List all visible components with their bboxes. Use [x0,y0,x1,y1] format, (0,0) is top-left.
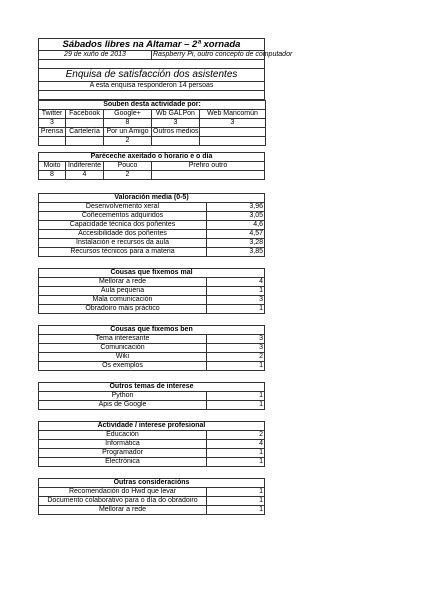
ratings-table [38,193,265,257]
bad-label: Obradoiro máis práctico [39,305,207,314]
good-label: Comunicación [39,344,207,353]
good-label: Wiki [39,353,207,362]
survey-sheet [38,38,293,515]
schedule-table [38,152,265,180]
rating-label: Instalación e recursos da aula [39,239,207,248]
source-value [200,137,266,146]
source-label: Facebook [66,110,104,119]
rating-value: 3,96 [207,203,265,212]
bad-value: 1 [207,287,265,296]
source-value [152,137,200,146]
bad-value: 1 [207,305,265,314]
source-value [39,137,66,146]
topic-label: Apis de Google [39,401,207,410]
topic-value: 1 [207,392,265,401]
profession-label: Educación [39,431,207,440]
bad-label: Aula pequena [39,287,207,296]
schedule-heading: Paréceche axeitado o horario e o día [39,153,265,162]
profession-value: 4 [206,440,264,449]
topics-heading: Outros temas de interese [39,383,265,392]
source-heading: Souben desta actividade por: [39,101,266,110]
bad-value: 4 [207,278,265,287]
good-label: Tema interesante [39,335,207,344]
source-label: Por un Amigo [104,128,152,137]
profession-value: 1 [206,458,264,467]
profession-value: 2 [206,431,264,440]
event-date: 29 de xuño de 2013 [39,51,152,60]
other-heading: Outras consideracións [39,479,265,488]
source-label: Web Mancomún [200,110,266,119]
topic-label: Python [39,392,207,401]
event-subtitle: Raspberry Pi, outro concepto de computador [153,51,293,58]
profession-label: Electrónica [39,458,207,467]
rating-value: 3,05 [207,212,265,221]
rating-label: Desenvolvemento xeral [39,203,207,212]
topics-table [38,382,265,410]
event-title: Sábados libres na Altamar – 2ª xornada [39,39,265,51]
profession-label: Informática [39,440,207,449]
other-value: 1 [206,506,264,515]
blank-row [39,60,265,69]
other-table [38,478,265,515]
source-value: 3 [152,119,200,128]
source-value: 8 [104,119,152,128]
bad-table [38,268,265,314]
rating-label: Coñecementos adquiridos [39,212,207,221]
bad-label: Mala comunicación [39,296,207,305]
schedule-label: Pouco [104,162,152,171]
source-value: 3 [200,119,266,128]
schedule-label: Moito [39,162,66,171]
ratings-heading: Valoración media (0-5) [39,194,265,203]
source-value: 2 [104,137,152,146]
bad-heading: Cousas que fixemos mal [39,269,265,278]
rating-value: 4,57 [207,230,265,239]
good-value: 2 [207,353,265,362]
good-value: 3 [207,335,265,344]
source-value [66,137,104,146]
good-label: Os exemplos [39,362,207,371]
other-value: 1 [206,497,264,506]
rating-value: 3,85 [207,248,265,257]
topic-value: 1 [207,401,265,410]
rating-label: Capacidade técnica dos poñentes [39,221,207,230]
source-table [38,100,266,146]
source-label: Cartelería [66,128,104,137]
bad-label: Mellorar a rede [39,278,207,287]
schedule-value: 8 [39,171,66,180]
other-label: Recomendación do Hwd que levar [39,488,207,497]
rating-label: Accesibilidade dos poñentes [39,230,207,239]
schedule-label: Prefiro outro [152,162,265,171]
source-label: Outros medios [153,128,199,135]
good-table [38,325,265,371]
profession-table [38,421,265,467]
schedule-label: Indiferente [66,162,104,171]
bad-value: 3 [207,296,265,305]
header-table [38,38,293,100]
rating-value: 4,6 [207,221,265,230]
other-label: Documento colaborativo para o día do obradoiro [39,497,207,506]
schedule-value: 4 [66,171,104,180]
other-value: 1 [206,488,264,497]
source-label: Google+ [104,110,152,119]
other-label: Mellorar a rede [39,506,207,515]
rating-label: Recursos técnicos para a materia [39,248,207,257]
source-value: 3 [39,119,66,128]
source-label: Wb GALPon [152,110,200,119]
source-label [200,128,266,137]
profession-heading: Actividade / interese profesional [39,422,265,431]
good-heading: Cousas que fixemos ben [39,326,265,335]
good-value: 3 [207,344,265,353]
rating-value: 3,28 [207,239,265,248]
source-value [66,119,104,128]
good-value: 1 [207,362,265,371]
source-label: Prensa [39,128,66,137]
responders-note: A esta enquisa responderon 14 persoas [39,82,265,91]
survey-title: Enquisa de satisfacción dos asistentes [39,69,265,82]
profession-label: Programador [39,449,207,458]
source-label: Twitter [39,110,66,119]
schedule-value: 2 [104,171,152,180]
schedule-value [152,171,265,180]
profession-value: 1 [206,449,264,458]
blank-row [39,91,265,100]
